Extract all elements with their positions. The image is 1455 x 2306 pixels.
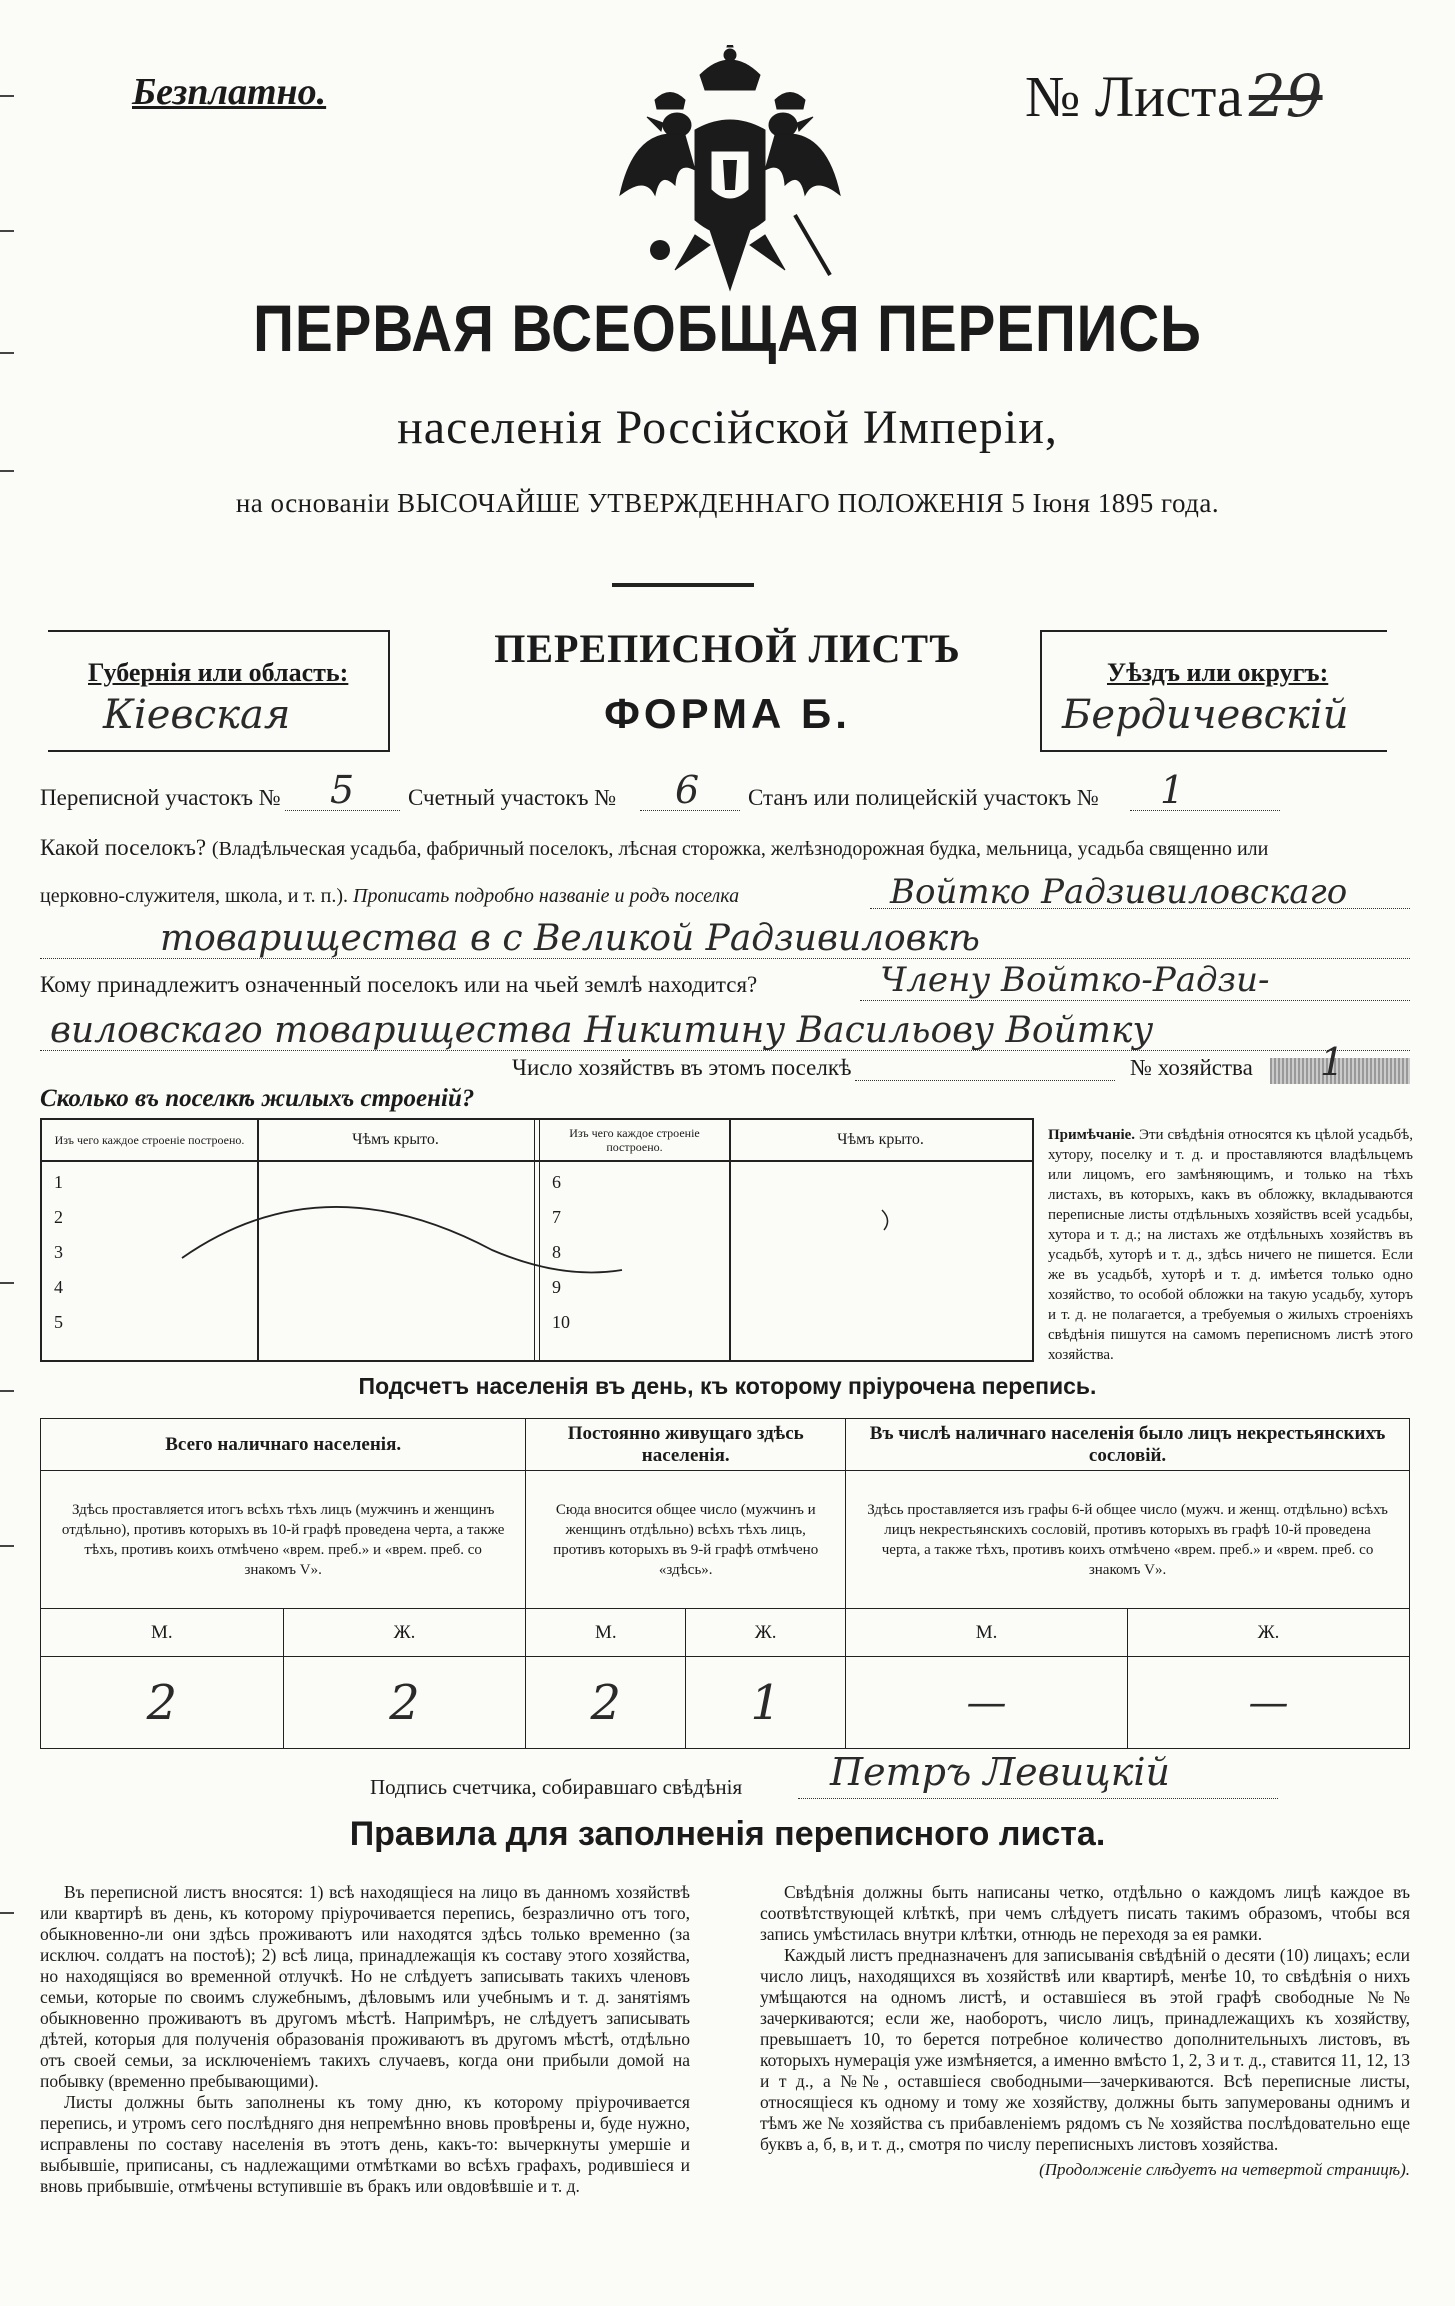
legal-basis: на основаніи ВЫСОЧАЙШЕ УТВЕРЖДЕННАГО ПОЛОЖЕНІЯ 5 Іюня 1895 года.	[235, 488, 1220, 518]
sheet-number-label: № Листа 29	[1025, 62, 1323, 130]
male-header: М.	[526, 1609, 686, 1657]
district-value[interactable]: Бердичевскій	[1062, 692, 1349, 738]
divider	[612, 583, 754, 587]
col-nonpeasant-title: Въ числѣ наличнаго населенія было лицъ некрестьянскихъ сословій.	[846, 1419, 1410, 1471]
col-material-header: Изъ чего каждое строеніе построено.	[569, 1126, 700, 1154]
col-material-header: Изъ чего каждое строеніе построено.	[54, 1133, 245, 1147]
margin-tick	[0, 352, 14, 354]
col-roof-header: Чѣмъ крыто.	[837, 1131, 924, 1148]
owner-question: Кому принадлежитъ означенный поселокъ или на чьей землѣ находится?	[40, 972, 758, 997]
settlement-hint: церковно-служителя, школа, и т. п.). Прописать подробно названіе и родъ поселка	[40, 885, 740, 907]
buildings-table	[40, 1118, 1034, 1362]
rules-paragraph: Свѣдѣнія должны быть написаны четко, отдѣльно о каждомъ лицѣ каждое въ соотвѣтствующей клѣткѣ, при чемъ слѣдуетъ писать такимъ образомъ, чтобы вся запись умѣстилась внутри клѣтки, отнюдь не переходя за ея рамки.	[760, 1882, 1410, 1944]
col-permanent-title: Постоянно живущаго здѣсь населенія.	[526, 1419, 846, 1471]
page-title: ПЕРВАЯ ВСЕОБЩАЯ ПЕРЕПИСЬ	[253, 291, 1202, 365]
row-number: 10	[552, 1312, 570, 1332]
nonpeasant-male-value[interactable]: —	[846, 1657, 1128, 1749]
total-female-value[interactable]: 2	[283, 1657, 526, 1749]
margin-tick	[0, 470, 14, 472]
owner-value-2[interactable]: виловскаго товарищества Никитину Васильову Войтку	[50, 1010, 1154, 1051]
count-area-label: Счетный участокъ №	[408, 785, 617, 810]
province-label: Губернія или область:	[88, 658, 349, 687]
rules-paragraph: Въ переписной листъ вносятся: 1) всѣ находящіеся на лицо въ данномъ хозяйствѣ или квартирѣ въ день, къ которому пріурочивается перепись, безразлично отъ того, обыкновенно-ли они здѣсь проживаютъ или находятся здѣсь только временно (за исключ. солдатъ на постоѣ); 2) всѣ лица, принадлежащія къ составу этого хозяйства, но находящіяся во временной отлучкѣ. Но не слѣдуетъ записывать такихъ членовъ семьи, которые по своимъ служебнымъ, дѣловымъ или учебнымъ и т. д. занятіямъ обыкновенно проживаютъ въ другомъ мѣстѣ. Напримѣръ, не слѣдуетъ записывать дѣтей, которыя для полученія образованія проживаютъ въ другомъ мѣстѣ, отдѣльно отъ своей семьи, за исключеніемъ такихъ случаевъ, когда они прибыли домой на побывку (временно пребывающими).	[40, 1882, 690, 2091]
note-text: Эти свѣдѣнія относятся къ цѣлой усадьбѣ, хутору, поселку и т. д. и проставляются владѣльцемъ или лицомъ, его замѣняющимъ, и только на тѣхъ листахъ, въ которыхъ, какъ въ обложку, вкладываются переписные листы отдѣльныхъ хозяйствъ всей усадьбы, хутора и т. д.; на листахъ же отдѣльныхъ хозяйствъ въ усадьбѣ, хуторѣ и т. д., здѣсь ничего не пишется. Если же въ усадьбѣ, хуторѣ и т. д. имѣется только одно хозяйство, то особой обложки на такую усадьбу, хуторъ и т. д. не полагается, а требуемыя о жилыхъ строеніяхъ свѣдѣнія пишутся на самомъ переписномъ листѣ этого хозяйства.	[1048, 1127, 1414, 1363]
note	[1048, 1125, 1413, 1365]
district-box	[1040, 630, 1387, 752]
household-number-value[interactable]: 1	[1320, 1040, 1345, 1084]
permanent-female-value[interactable]: 1	[686, 1657, 846, 1749]
sheet-number-value: 29	[1248, 62, 1323, 130]
signature-line	[798, 1798, 1278, 1799]
household-number-label: № хозяйства	[1130, 1055, 1253, 1080]
row-number: 6	[552, 1172, 561, 1192]
female-header: Ж.	[283, 1609, 526, 1657]
strike-through-curve	[42, 1120, 1032, 1360]
buildings-question: Сколько въ поселкѣ жилыхъ строеній?	[40, 1085, 475, 1112]
margin-tick	[0, 230, 14, 232]
row-number: 4	[54, 1277, 63, 1297]
owner-line-1	[860, 1000, 1410, 1001]
owner-value-1[interactable]: Члену Войтко-Радзи-	[880, 960, 1270, 1000]
note-title: Примѣчаніе.	[1048, 1127, 1136, 1143]
settlement-value-1[interactable]: Войтко Радзивиловскаго	[890, 872, 1348, 912]
rules-right-column	[760, 1882, 1410, 2180]
female-header: Ж.	[1128, 1609, 1410, 1657]
population-heading: Подсчетъ населенія въ день, къ которому пріурочена перепись.	[358, 1373, 1097, 1399]
settlement-value-2[interactable]: товарищества в с Великой Радзивиловкѣ	[160, 918, 980, 959]
province-value[interactable]: Кіевская	[103, 692, 291, 738]
nonpeasant-female-value[interactable]: —	[1128, 1657, 1410, 1749]
total-male-value[interactable]: 2	[41, 1657, 284, 1749]
census-sheet-title: ПЕРЕПИСНОЙ ЛИСТЪ	[494, 626, 961, 671]
rules-paragraph: Листы должны быть заполнены къ тому дню, къ которому пріурочивается перепись, и утромъ сего послѣдняго дня непремѣнно вновь провѣрены и, буде нужно, исправлены по составу населенія въ этотъ день, какъ-то: вычеркнуты умершіе и выбывшіе, приписаны, съ надлежащими отмѣтками во всѣхъ графахъ, родившіеся и вновь прибывшіе, отмѣчены вступившіе въ бракъ или овдовѣвшіе и т. д.	[40, 2092, 690, 2196]
stan-label: Станъ или полицейскій участокъ №	[748, 785, 1099, 810]
rules-left-column	[40, 1882, 690, 2197]
col-total-desc: Здѣсь проставляется итогъ всѣхъ тѣхъ лицъ (мужчинъ и женщинъ отдѣльно), противъ которыхъ въ 10-й графѣ проведена черта, а также тѣхъ, противъ коихъ отмѣчено «врем. преб.» и «врем. преб. со знакомъ V».	[41, 1471, 526, 1609]
households-label: Число хозяйствъ въ этомъ поселкѣ	[512, 1055, 852, 1080]
row-number: 8	[552, 1242, 561, 1262]
households-line	[855, 1080, 1115, 1081]
male-header: М.	[41, 1609, 284, 1657]
signature-label: Подпись счетчика, собиравшаго свѣдѣнія	[370, 1775, 743, 1799]
row-number: 5	[54, 1312, 63, 1332]
settlement-question: Какой поселокъ? (Владѣльческая усадьба, фабричный поселокъ, лѣсная сторожка, желѣзнодорожная будка, мельница, усадьба священно или	[40, 835, 1269, 860]
female-header: Ж.	[686, 1609, 846, 1657]
margin-tick	[0, 1912, 14, 1914]
stan-line	[1130, 810, 1280, 811]
margin-tick	[0, 95, 14, 97]
count-area-value[interactable]: 6	[675, 768, 700, 812]
col-nonpeasant-desc: Здѣсь проставляется изъ графы 6-й общее число (мужч. и женщ. отдѣльно) всѣхъ лицъ некрестьянскихъ сословій, противъ которыхъ въ графѣ 10-й проведена черта, а также тѣхъ, противъ коихъ отмѣчено «врем. преб.» и «врем. преб. со знакомъ V».	[846, 1471, 1410, 1609]
row-number: 7	[552, 1207, 561, 1227]
stan-value[interactable]: 1	[1160, 768, 1185, 812]
margin-tick	[0, 1282, 14, 1284]
row-number: 9	[552, 1277, 561, 1297]
population-table	[40, 1418, 1410, 1749]
page-subtitle: населенія Россійской Имперіи,	[397, 401, 1058, 454]
permanent-male-value[interactable]: 2	[526, 1657, 686, 1749]
row-number: 2	[54, 1207, 63, 1227]
col-total-title: Всего наличнаго населенія.	[41, 1419, 526, 1471]
form-type-title: ФОРМА Б.	[604, 690, 851, 737]
district-label: Уѣздъ или округъ:	[1107, 658, 1329, 687]
double-headed-eagle-icon	[615, 45, 845, 295]
col-roof-header: Чѣмъ крыто.	[352, 1131, 439, 1148]
margin-tick	[0, 1545, 14, 1547]
rules-title: Правила для заполненія переписного листа.	[349, 1815, 1106, 1853]
signature-value[interactable]: Петръ Левицкій	[830, 1750, 1171, 1794]
row-number: 3	[54, 1242, 63, 1262]
census-area-label: Переписной участокъ №	[40, 785, 281, 810]
row-number: 1	[54, 1172, 63, 1192]
rules-paragraph: Каждый листъ предназначенъ для записыванія свѣдѣній о десяти (10) лицахъ; если число лицъ, находящихся въ хозяйствѣ или квартирѣ, менѣе 10, то свѣдѣнія о нихъ умѣщаются на одномъ листѣ, и оставшіеся въ этой графѣ свободные №№ зачеркиваются; если же, наоборотъ, число лицъ, принадлежащихъ къ хозяйству, превышаетъ 10, то берется потребное количество дополнительныхъ листовъ, въ которыхъ нумерація уже измѣняется, а именно вмѣсто 1, 2, 3 и т. д., ставится 11, 12, 13 и т д., а №№, оставшіеся свободными—зачеркиваются. Всѣ переписные листы, относящіеся къ одному и тому же хозяйству, должны быть запумерованы однимъ и тѣмъ же № хозяйства съ прибавленіемъ рядомъ съ № хозяйства послѣдовательно еще буквъ а, б, в, и т. д., смотря по числу переписныхъ листовъ хозяйства.	[760, 1945, 1410, 2154]
male-header: М.	[846, 1609, 1128, 1657]
continued-note: (Продолженіе слѣдуетъ на четвертой страницѣ).	[1039, 2160, 1410, 2179]
col-permanent-desc: Сюда вносится общее число (мужчинъ и женщинъ отдѣльно) всѣхъ тѣхъ лицъ, противъ которыхъ въ 9-й графѣ отмѣчено «здѣсь».	[526, 1471, 846, 1609]
free-label: Безплатно.	[132, 71, 327, 113]
census-area-value[interactable]: 5	[330, 768, 355, 812]
